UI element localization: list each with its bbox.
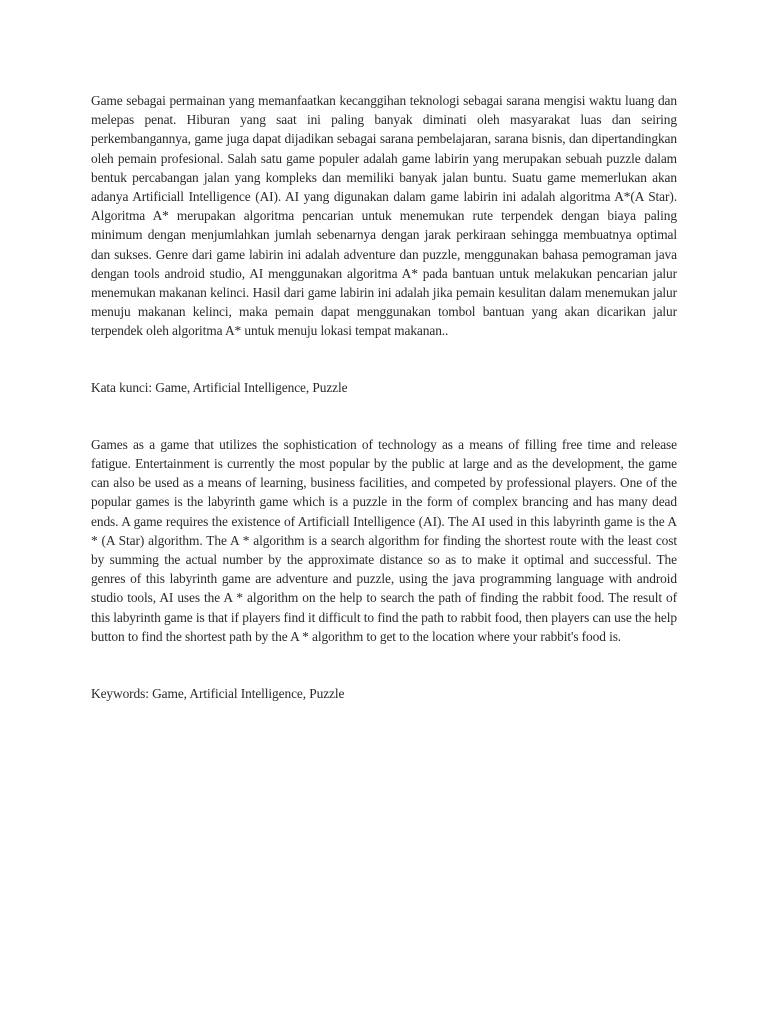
- keywords-english: Keywords: Game, Artificial Intelligence, Puzzle: [91, 686, 345, 702]
- abstract-english: Games as a game that utilizes the sophistication of technology as a means of filling free time and release fatigue. Entertainment is currently the most popular by the public at large and as the development, the game can also be used as a means of learning, business facilities, and competed by professional players. One of the popular games is the labyrinth game which is a puzzle in the form of complex brancing and has many dead ends. A game requires the existence of Artificiall Intelligence (AI). The AI used in this labyrinth game is the A * (A Star) algorithm. The A * algorithm is a search algorithm for finding the shortest route with the least cost by summing the actual number by the approximate distance so as to make it optimal and successful. The genres of this labyrinth game are adventure and puzzle, using the java programming language with android studio tools, AI uses the A * algorithm on the help to search the path of finding the rabbit food. The result of this labyrinth game is that if players find it difficult to find the path to rabbit food, then players can use the help button to find the shortest path by the A * algorithm to get to the location where your rabbit's food is.: [91, 436, 677, 644]
- keywords-indonesian: Kata kunci: Game, Artificial Intelligence, Puzzle: [91, 379, 348, 395]
- abstract-indonesian: Game sebagai permainan yang memanfaatkan kecanggihan teknologi sebagai sarana mengisi waktu luang dan melepas penat. Hiburan yang saat ini paling banyak diminati oleh masyarakat luas dan seiring perkembangannya, game juga dapat dijadikan sebagai sarana pembelajaran, sarana bisnis, dan dipertandingkan oleh pemain profesional. Salah satu game populer adalah game labirin yang merupakan sebuah puzzle dalam bentuk percabangan jalan yang kompleks dan memiliki banyak jalan buntu. Suatu game memerlukan akan adanya Artificiall Intelligence (AI). AI yang digunakan dalam game labirin ini adalah algoritma A*(A Star). Algoritma A* merupakan algoritma pencarian untuk menemukan rute terpendek dengan biaya paling minimum dengan menjumlahkan jumlah sebenarnya dengan jarak perkiraan sehingga membuatnya optimal dan sukses. Genre dari game labirin ini adalah adventure dan puzzle, menggunakan bahasa pemograman java dengan tools android studio, AI menggunakan algoritma A* pada bantuan untuk melakukan pencarian jalur menemukan makanan kelinci. Hasil dari game labirin ini adalah jika pemain kesulitan dalam menemukan jalur menuju makanan kelinci, maka pemain dapat menggunakan tombol bantuan yang akan dicarikan jalur terpendek oleh algoritma A* untuk menuju lokasi tempat makanan..: [91, 93, 677, 339]
